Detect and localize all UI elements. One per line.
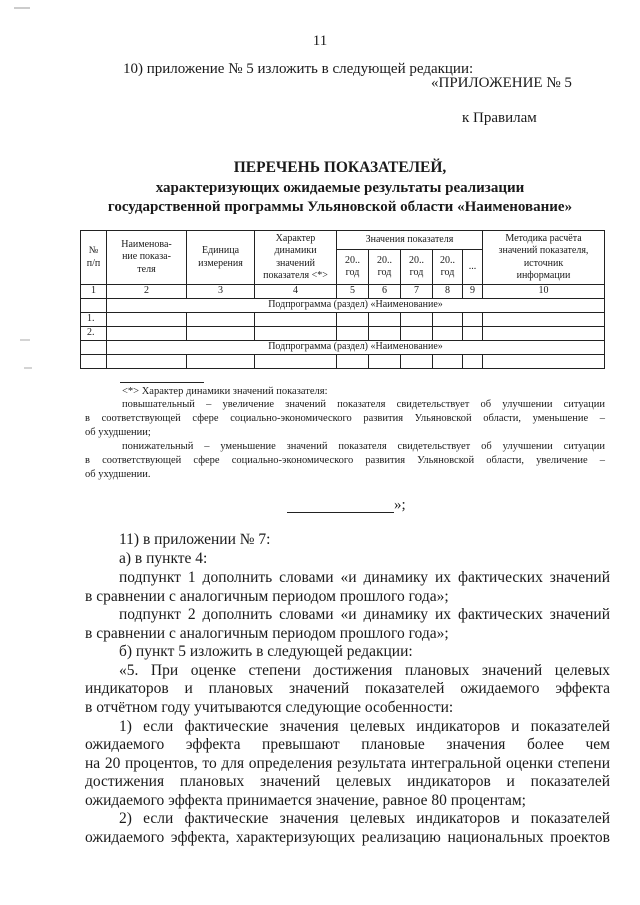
body-line: подпункт 1 дополнить словами «и динамику их фактических значений (119, 569, 610, 586)
body-line: 1) если фактические значения целевых индикаторов и показателей (119, 718, 610, 735)
header-unit: Единица измерения (187, 231, 255, 285)
footnote-line: в соответствующей сфере социально-экономического развития Ульяновской области, увеличение – (85, 455, 605, 466)
body-line: а) в пункте 4: (119, 550, 208, 567)
header-year: 20.. год (369, 250, 401, 285)
footnote-line: об ухудшении; (85, 427, 151, 438)
column-number: 3 (187, 285, 255, 299)
header-dynamics: Характер динамики значений показателя <*> (255, 231, 337, 285)
header-values: Значения показателя (337, 231, 483, 250)
footnote-line: повышательный – увеличение значений показателя свидетельствует об улучшении ситуации (122, 399, 605, 410)
body-line: достижения плановых значений целевых индикаторов и показателей (85, 773, 610, 790)
subprogram-heading: Подпрограмма (раздел) «Наименование» (107, 299, 605, 313)
column-number: 6 (369, 285, 401, 299)
appendix-label: «ПРИЛОЖЕНИЕ № 5 (431, 75, 572, 91)
header-no: № п/п (81, 231, 107, 285)
table-row-number: 2. (81, 327, 107, 341)
column-number: 5 (337, 285, 369, 299)
header-year: 20.. год (401, 250, 433, 285)
header-year: 20.. год (433, 250, 463, 285)
title-subtitle-line2: государственной программы Ульяновской области «Наименование» (107, 199, 573, 215)
column-number: 10 (483, 285, 605, 299)
body-line: в сравнении с аналогичным периодом прошлого года»; (85, 588, 449, 605)
intro-line: 10) приложение № 5 изложить в следующей редакции: (123, 61, 474, 77)
header-year-ellipsis: ... (463, 250, 483, 285)
body-line: ожидаемого эффекта принимается значение, равное 80 процентам; (85, 792, 526, 809)
column-number: 2 (107, 285, 187, 299)
body-line: в сравнении с аналогичным периодом прошлого года»; (85, 625, 449, 642)
closing-quote: »; (394, 497, 406, 513)
column-number: 1 (81, 285, 107, 299)
header-method: Методика расчёта значений показателя, источник информации (483, 231, 605, 285)
header-year: 20.. год (337, 250, 369, 285)
subprogram-heading: Подпрограмма (раздел) «Наименование» (107, 341, 605, 355)
indicators-table (80, 230, 605, 369)
body-line: 11) в приложении № 7: (119, 531, 271, 548)
body-line: ожидаемого эффекта превышают плановые значения более чем (85, 736, 610, 753)
footnote-head: <*> Характер динамики значений показателя: (122, 386, 328, 397)
column-number: 9 (463, 285, 483, 299)
body-line: «5. При оценке степени достижения плановых значений целевых (119, 662, 610, 679)
footnote-line: об ухудшении. (85, 469, 151, 480)
title-subtitle-line1: характеризующих ожидаемые результаты реализации (155, 180, 525, 196)
table-row-number: 1. (81, 313, 107, 327)
column-number: 4 (255, 285, 337, 299)
header-indicator-name: Наименова- ние показа- теля (107, 231, 187, 285)
column-number: 7 (401, 285, 433, 299)
footnote-line: в соответствующей сфере социально-экономического развития Ульяновской области, уменьшение – (85, 413, 605, 424)
body-line: ожидаемого эффекта, характеризующих реализацию национальных проектов (85, 829, 610, 846)
body-line: на 20 процентов, то для определения результата интегральной оценки степени (85, 755, 610, 772)
footnote-divider (120, 382, 204, 383)
body-line: 2) если фактические значения целевых индикаторов и показателей (119, 810, 610, 827)
page-title: ПЕРЕЧЕНЬ ПОКАЗАТЕЛЕЙ, (233, 159, 447, 176)
body-line: б) пункт 5 изложить в следующей редакции: (119, 643, 413, 660)
appendix-rules: к Правилам (462, 110, 537, 126)
body-line: индикаторов и плановых значений показателей ожидаемого эффекта (85, 680, 610, 697)
closing-underline (287, 512, 394, 513)
body-line: подпункт 2 дополнить словами «и динамику их фактических значений (119, 606, 610, 623)
page-number: 11 (312, 33, 328, 49)
footnote-line: понижательный – уменьшение значений показателя свидетельствует об улучшении ситуации (122, 441, 605, 452)
column-number: 8 (433, 285, 463, 299)
body-line: в отчётном году учитываются следующие особенности: (85, 699, 454, 716)
